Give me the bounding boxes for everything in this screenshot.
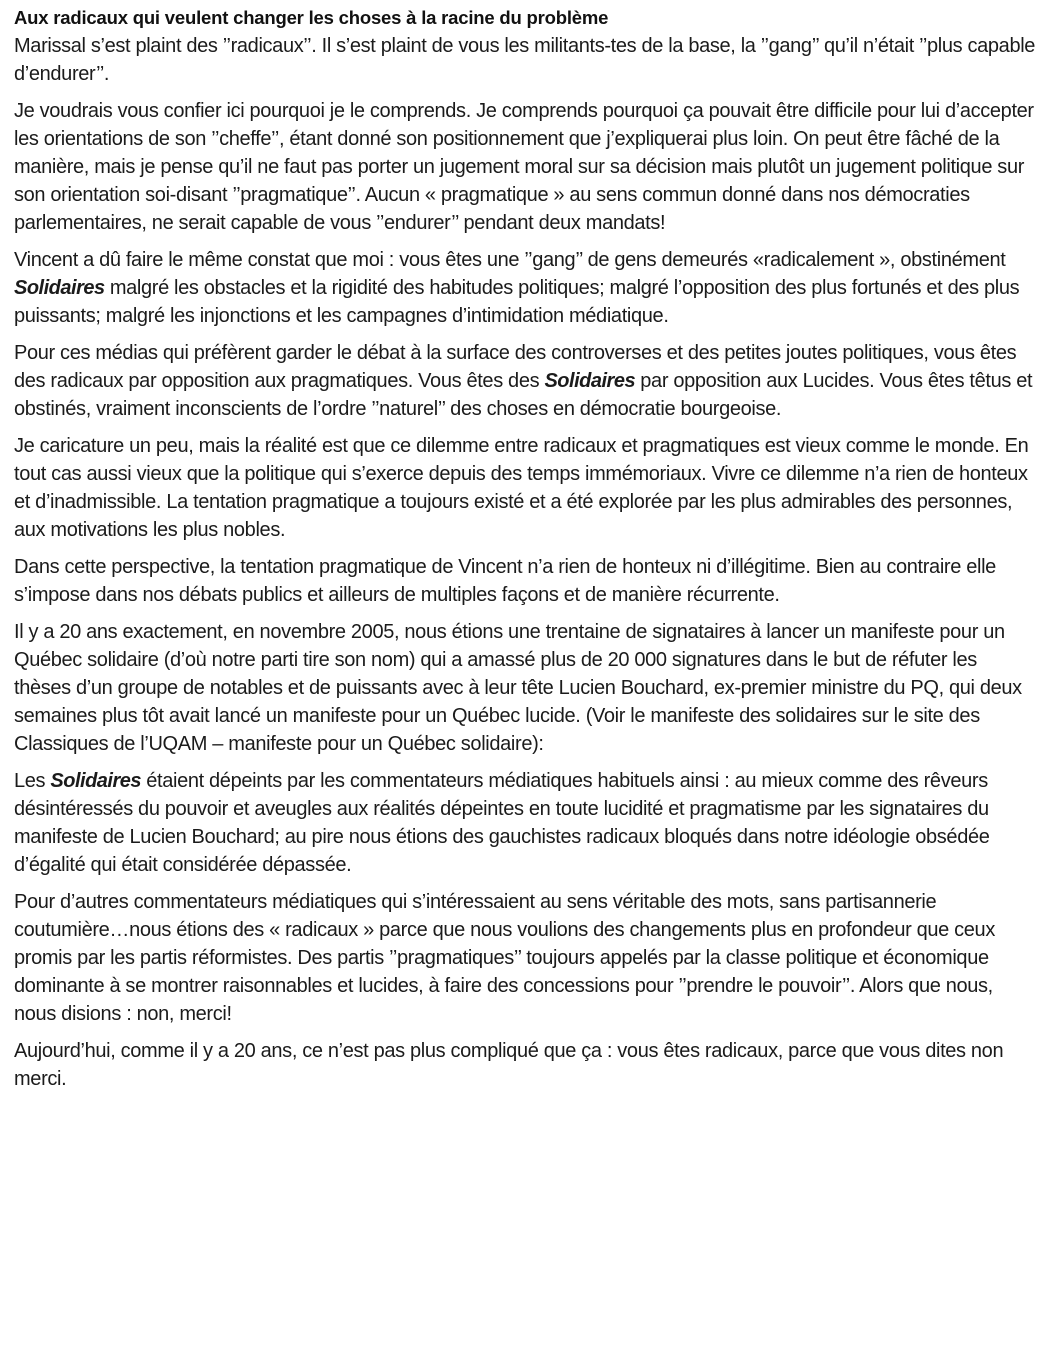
text-run: Je voudrais vous confier ici pourquoi je le comprends. Je comprends pourquoi ça pouvait être difficile pour lui d’accepter les orientations de son ’’cheffe’’, étant donné son positionnement que j’expliquerai plus loin. On peut être fâché de la manière, mais je pense qu’il ne faut pas porter un jugement moral sur sa décision mais plutôt un jugement politique sur son orientation soi-disant ’’pragmatique’’. Aucun « pragmatique » au sens commun donné dans nos démocraties parlementaires, ne serait capable de vous ’’endurer’’ pendant deux mandats! xyxy=(14,100,1034,234)
text-run: étaient dépeints par les commentateurs médiatiques habituels ainsi : au mieux comme des rêveurs désintéressés du pouvoir et aveugles aux réalités dépeintes en toute lucidité et pragmatisme par les signataires du manifeste de Lucien Bouchard; au pire nous étions des gauchistes radicaux bloqués dans notre idéologie obsédée d’égalité qui était considérée dépassée. xyxy=(14,770,990,876)
paragraph-medias xyxy=(14,339,1036,423)
text-run: par opposition aux Lucides. Vous êtes têtus et obstinés, vraiment inconscients de l’ordre ’’naturel’’ des choses en démocratie bourgeoise. xyxy=(14,370,1033,420)
text-run: Vincent a dû faire le même constat que moi : vous êtes une ’’gang’’ de gens demeurés «radicalement », obstinément xyxy=(14,249,1006,271)
paragraph-je-voudrais xyxy=(14,97,1036,237)
text-run: Les xyxy=(14,770,51,792)
solidaires-emphasis: Solidaires xyxy=(544,370,636,392)
text-run: Aujourd’hui, comme il y a 20 ans, ce n’est pas plus compliqué que ça : vous êtes radicaux, parce que vous dites non merci. xyxy=(14,1040,1004,1090)
paragraph-autres-commentateurs xyxy=(14,888,1036,1028)
text-run: Je caricature un peu, mais la réalité est que ce dilemme entre radicaux et pragmatiques est vieux comme le monde. En tout cas aussi vieux que la politique qui s’exerce depuis des temps immémoriaux. Vivre ce dilemme n’a rien de honteux et d’inadmissible. La tentation pragmatique a toujours existé et a été explorée par les plus admirables des personnes, aux motivations les plus nobles. xyxy=(14,435,1029,541)
paragraph-perspective xyxy=(14,553,1036,609)
text-run: malgré les obstacles et la rigidité des habitudes politiques; malgré l’opposition des plus fortunés et des plus puissants; malgré les injonctions et les campagnes d’intimidation médiatique. xyxy=(14,277,1020,327)
paragraph-marissal xyxy=(14,32,1036,88)
solidaires-emphasis: Solidaires xyxy=(14,277,105,299)
text-run: Marissal s’est plaint des ’’radicaux’’. Il s’est plaint de vous les militants-tes de la base, la ’’gang’’ qu’il n’était ’’plus capable d’endurer’’. xyxy=(14,35,1036,85)
text-run: Pour ces médias qui préfèrent garder le débat à la surface des controverses et des petites joutes politiques, vous êtes des radicaux par opposition aux pragmatiques. Vous êtes des xyxy=(14,342,1017,392)
page-title: Aux radicaux qui veulent changer les choses à la racine du problème xyxy=(14,7,609,28)
text-run: Pour d’autres commentateurs médiatiques qui s’intéressaient au sens véritable des mots, sans partisannerie coutumière…nous étions des « radicaux » parce que nous voulions des changements plus en profondeur que ceux promis par les partis réformistes. Des partis ’’pragmatiques’’ toujours appelés par la classe politique et économique dominante à se montrer raisonnables et lucides, à faire des concessions pour ’’prendre le pouvoir’’. Alors que nous, nous disions : non, merci! xyxy=(14,891,995,1025)
paragraph-aujourdhui xyxy=(14,1037,1036,1093)
solidaires-emphasis: Solidaires xyxy=(50,770,142,792)
text-run: Il y a 20 ans exactement, en novembre 2005, nous étions une trentaine de signataires à lancer un manifeste pour un Québec solidaire (d’où notre parti tire son nom) qui a amassé plus de 20 000 signatures dans le but de réfuter les thèses d’un groupe de notables et de puissants avec à leur tête Lucien Bouchard, ex-premier ministre du PQ, qui deux semaines plus tôt avait lancé un manifeste pour un Québec lucide. (Voir le manifeste des solidaires sur le site des Classiques de l’UQAM – manifeste pour un Québec solidaire): xyxy=(14,621,1022,755)
paragraph-vincent-constat xyxy=(14,246,1036,330)
paragraph-caricature xyxy=(14,432,1036,544)
paragraph-depeints xyxy=(14,767,1036,879)
text-run: Dans cette perspective, la tentation pragmatique de Vincent n’a rien de honteux ni d’illégitime. Bien au contraire elle s’impose dans nos débats publics et ailleurs de multiples façons et de manière récurrente. xyxy=(14,556,996,606)
paragraph-20-ans xyxy=(14,618,1036,758)
